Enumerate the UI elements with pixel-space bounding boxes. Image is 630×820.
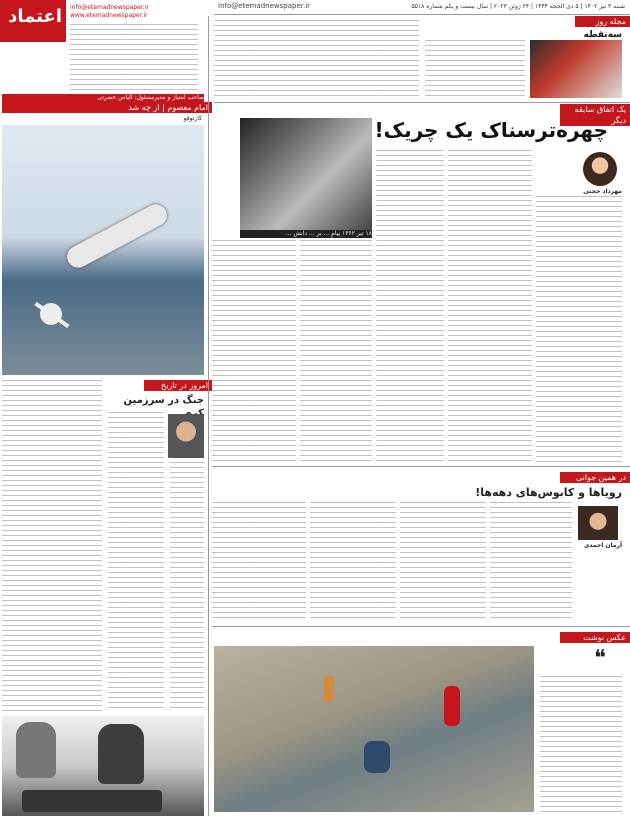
headline: چهره‌ترسناک یک چریک! bbox=[374, 118, 608, 142]
history-title: جنگ در سرزمین bbox=[123, 395, 204, 406]
column-label: یک اتفاق سابقه دیگر bbox=[560, 104, 630, 126]
child-figure-3 bbox=[324, 676, 334, 702]
masthead-credits bbox=[70, 24, 198, 92]
rule-3 bbox=[212, 626, 630, 627]
email-center: Info@etemadnewspaper.ir bbox=[218, 2, 311, 10]
avatar bbox=[583, 152, 617, 186]
photo-label: عکس نوشت bbox=[560, 632, 630, 643]
youth-author-photo bbox=[578, 506, 618, 540]
missile-shape bbox=[63, 200, 170, 271]
side-sub: کارتوفو bbox=[183, 115, 202, 122]
photo-essay-image bbox=[214, 646, 534, 812]
youth-title: رویا‌ها و کابوس‌های دهه‌ها! bbox=[475, 486, 622, 499]
vertical-rule bbox=[208, 16, 209, 816]
rule-2 bbox=[212, 466, 630, 467]
tank-silhouette bbox=[22, 790, 162, 812]
diary-text-center bbox=[214, 20, 419, 100]
youth-text-4 bbox=[212, 502, 306, 618]
youth-text-3 bbox=[310, 502, 396, 618]
author-name: مهرداد حجتی bbox=[583, 188, 622, 195]
history-text-1 bbox=[108, 412, 164, 712]
diary-photo bbox=[530, 40, 622, 98]
history-text-3 bbox=[170, 462, 204, 712]
article-col-4 bbox=[300, 240, 372, 462]
child-photo-left bbox=[16, 722, 56, 778]
main-photo bbox=[240, 118, 372, 230]
photo-caption: ۱۸ تیر ۱۳۶۲ پیامِ ... بر ... دانش ... bbox=[240, 230, 372, 238]
logo-text: اعتماد bbox=[8, 6, 62, 27]
top-rule bbox=[214, 14, 630, 15]
article-col-5 bbox=[212, 240, 296, 462]
child-figure-1 bbox=[444, 686, 460, 726]
child-figure-2 bbox=[364, 741, 390, 773]
history-author-photo bbox=[168, 414, 204, 458]
illustration-missile bbox=[2, 125, 204, 375]
email-left: info@etemadnewspaper.ir bbox=[70, 4, 149, 11]
youth-author: آرمان احمدی bbox=[583, 542, 622, 549]
article-col-3 bbox=[376, 150, 444, 462]
youth-text-2 bbox=[400, 502, 486, 618]
history-photo bbox=[2, 716, 204, 816]
side-label: امام معصوم | از چه شد bbox=[2, 102, 212, 113]
history-label: امروز در تاریخ bbox=[144, 380, 212, 391]
logo bbox=[0, 0, 66, 42]
history-text-2 bbox=[2, 380, 102, 712]
website-left: www.etemadnewspaper.ir bbox=[70, 12, 148, 19]
youth-text-1 bbox=[490, 502, 572, 618]
article-col-2 bbox=[448, 150, 532, 462]
diary-text-right bbox=[425, 40, 525, 100]
photo-essay-text bbox=[540, 676, 622, 812]
diary-title: سه‌نقطه bbox=[583, 30, 622, 40]
youth-label: در همین جوانی bbox=[560, 472, 630, 483]
quote-icon: ❝ bbox=[594, 646, 606, 671]
rule-1 bbox=[214, 102, 630, 103]
credits-line: صاحب امتیاز و مدیرمسئول: الیاس حضرتی bbox=[2, 94, 204, 102]
article-col-1 bbox=[536, 196, 622, 462]
dateline: شنبه ۳ تیر ۱۴۰۲ | ۵ ذی الحجه ۱۴۴۴ | ۲۴ ژوئن ۲۰۲۳ | سال بیست و یکم شماره ۵۵۱۸ bbox=[411, 3, 625, 10]
diary-label: مجله روز bbox=[575, 16, 630, 27]
child-photo-right bbox=[98, 724, 144, 784]
